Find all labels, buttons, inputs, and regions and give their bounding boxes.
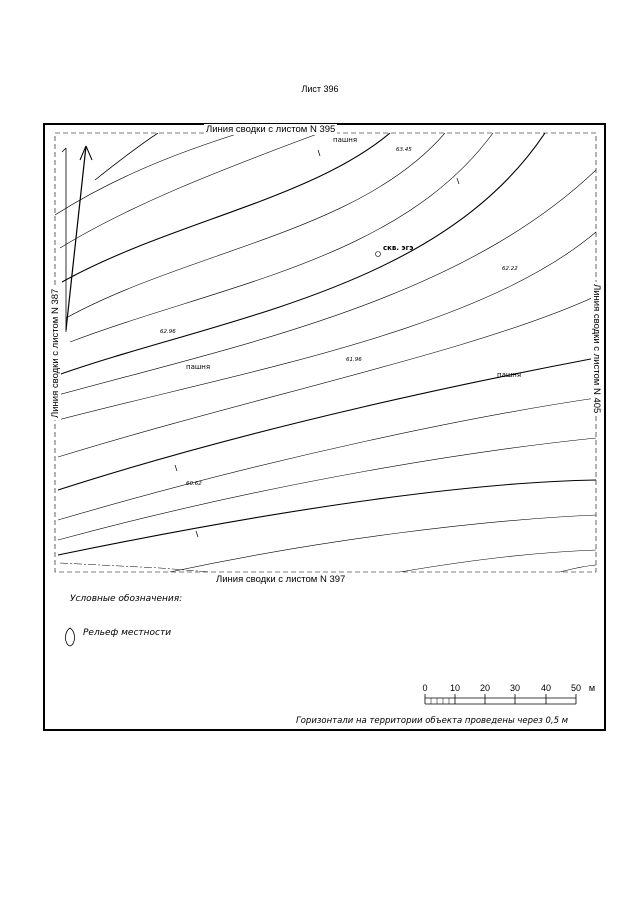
scale-tick-label: 40: [540, 683, 552, 693]
area-label: пашня: [186, 363, 211, 371]
contour-line: [58, 480, 596, 555]
contour-line: [58, 232, 596, 420]
contour-line: [58, 133, 545, 375]
contour-line: [58, 438, 596, 540]
elevation-mark: 60.62: [186, 481, 202, 487]
well-label: скв. эгэ: [383, 244, 414, 252]
elevation-mark: 62.96: [160, 329, 176, 335]
contour-lines: [55, 133, 596, 572]
edge-label-bottom: Линия сводки с листом N 397: [216, 574, 346, 585]
scale-tick-label: 30: [509, 683, 521, 693]
slope-ticks: [175, 150, 459, 537]
scale-unit: м: [588, 683, 596, 693]
scale-tick-label: 20: [479, 683, 491, 693]
elevation-mark: 63.45: [396, 147, 412, 153]
contour-interval-note: Горизонтали на территории объекта проведены через 0,5 м: [296, 716, 569, 726]
edge-label-right: Линия сводки с листом N 405: [591, 284, 602, 414]
contour-line: [58, 398, 596, 520]
scale-tick-label: 10: [449, 683, 461, 693]
contour-line: [400, 550, 596, 572]
elevation-mark: 62.22: [502, 266, 518, 272]
contour-line: [66, 133, 445, 318]
area-label: пашня: [333, 136, 358, 144]
scale-bar: [425, 694, 576, 704]
area-label: пашня: [497, 371, 522, 379]
edge-label-left: Линия сводки с листом N 387: [50, 288, 61, 418]
boundary-line: [60, 563, 210, 572]
contour-line: [170, 515, 596, 572]
relief-icon: [66, 628, 75, 646]
scale-tick-label: 50: [570, 683, 582, 693]
north-arrow-icon: [62, 146, 92, 332]
scale-tick-label: 0: [422, 683, 428, 693]
edge-label-top: Линия сводки с листом N 395: [206, 124, 336, 135]
legend-item-relief: Рельеф местности: [83, 628, 172, 638]
legend-title: Условные обозначения:: [70, 594, 183, 604]
contour-line: [560, 565, 596, 572]
elevation-mark: 61.96: [346, 357, 362, 363]
sheet-title: Лист 396: [301, 84, 339, 94]
contour-line: [58, 170, 596, 395]
well-marker-icon: [376, 252, 381, 257]
contour-line: [70, 133, 493, 342]
contour-line: [95, 133, 158, 180]
